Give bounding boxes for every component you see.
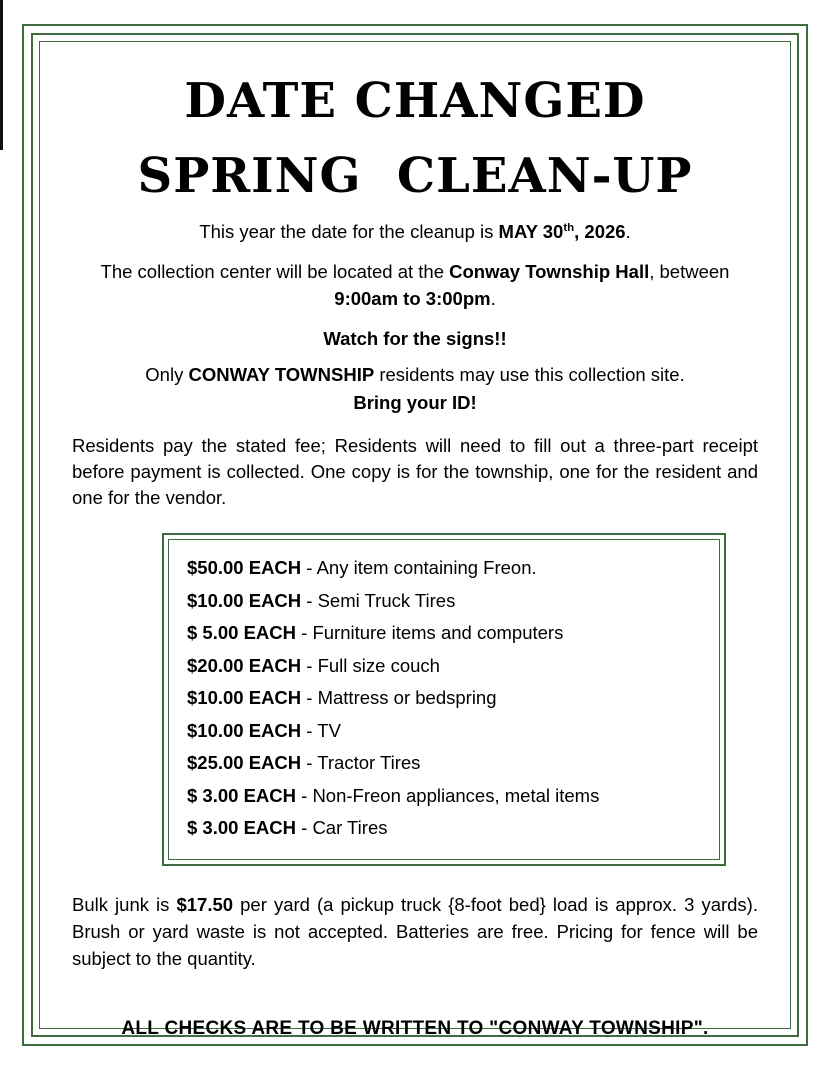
price-row xyxy=(187,812,703,845)
price-description: - Furniture items and computers xyxy=(296,622,564,644)
residents-prefix: Only xyxy=(145,364,189,386)
price-amount: $25.00 EACH xyxy=(187,752,302,774)
price-amount: $ 3.00 EACH xyxy=(187,784,296,806)
residents-township: CONWAY TOWNSHIP xyxy=(188,364,375,386)
price-description: - Car Tires xyxy=(296,817,388,839)
price-row xyxy=(187,650,703,683)
price-description: - Any item containing Freon. xyxy=(301,557,537,579)
flyer-border-outer xyxy=(22,24,808,1046)
price-row xyxy=(187,585,703,618)
bring-id-notice: Bring your ID! xyxy=(353,392,477,414)
intro-date-ordinal: th xyxy=(563,221,575,234)
price-amount: $ 5.00 EACH xyxy=(187,622,296,644)
location-mid: , between xyxy=(649,261,730,283)
price-description: - TV xyxy=(301,719,341,741)
price-list-box xyxy=(162,533,726,866)
page-title-line2: SPRING CLEAN-UP xyxy=(137,147,693,204)
price-row xyxy=(187,682,703,715)
location-hours: 9:00am to 3:00pm xyxy=(334,287,491,309)
location-suffix: . xyxy=(490,287,496,309)
price-description: - Full size couch xyxy=(301,654,440,676)
price-row xyxy=(187,715,703,748)
price-amount: $20.00 EACH xyxy=(187,654,302,676)
price-row xyxy=(187,747,703,780)
price-description: - Non-Freon appliances, metal items xyxy=(296,784,600,806)
page-title-line1: DATE CHANGED xyxy=(184,73,646,129)
watch-signs-notice: Watch for the signs!! xyxy=(323,327,507,349)
location-place: Conway Township Hall xyxy=(449,261,650,283)
intro-prefix: This year the date for the cleanup is xyxy=(199,221,499,243)
price-amount: $ 3.00 EACH xyxy=(187,817,296,839)
price-amount: $50.00 EACH xyxy=(187,557,302,579)
intro-date: MAY 30 xyxy=(498,221,564,243)
location-paragraph xyxy=(72,259,758,312)
price-row xyxy=(187,617,703,650)
price-row xyxy=(187,552,703,585)
location-prefix: The collection center will be located at the xyxy=(100,261,450,283)
intro-date-year: , 2026 xyxy=(574,221,626,243)
checks-notice: ALL CHECKS ARE TO BE WRITTEN TO "CONWAY TOWNSHIP". xyxy=(121,1018,709,1040)
residents-suffix: residents may use this collection site. xyxy=(374,364,685,386)
flyer-content xyxy=(39,41,791,1040)
bulk-junk-paragraph xyxy=(72,892,758,972)
price-amount: $10.00 EACH xyxy=(187,589,302,611)
price-description: - Semi Truck Tires xyxy=(301,589,456,611)
fee-paragraph: Residents pay the stated fee; Residents will need to fill out a three-part receipt before payment is collected. One copy is for the township, one for the resident and one for the vendor. xyxy=(72,434,758,509)
flyer-border-middle xyxy=(31,33,799,1040)
bulk-suffix: per yard (a pickup truck {8-foot bed} load is approx. 3 yards). Brush or yard waste is not accepted. Batteries are free. Pricing for fence will be subject to the quantity. xyxy=(72,893,758,969)
price-description: - Tractor Tires xyxy=(301,752,421,774)
intro-date-paragraph xyxy=(72,219,758,245)
intro-suffix: . xyxy=(625,221,631,243)
residents-paragraph xyxy=(72,362,758,388)
bulk-price: $17.50 xyxy=(176,893,234,915)
price-list-inner xyxy=(168,539,720,860)
bulk-prefix: Bulk junk is xyxy=(72,893,177,915)
scan-edge-artifact xyxy=(0,0,3,150)
price-amount: $10.00 EACH xyxy=(187,719,302,741)
price-amount: $10.00 EACH xyxy=(187,687,302,709)
price-description: - Mattress or bedspring xyxy=(301,687,497,709)
price-row xyxy=(187,780,703,813)
